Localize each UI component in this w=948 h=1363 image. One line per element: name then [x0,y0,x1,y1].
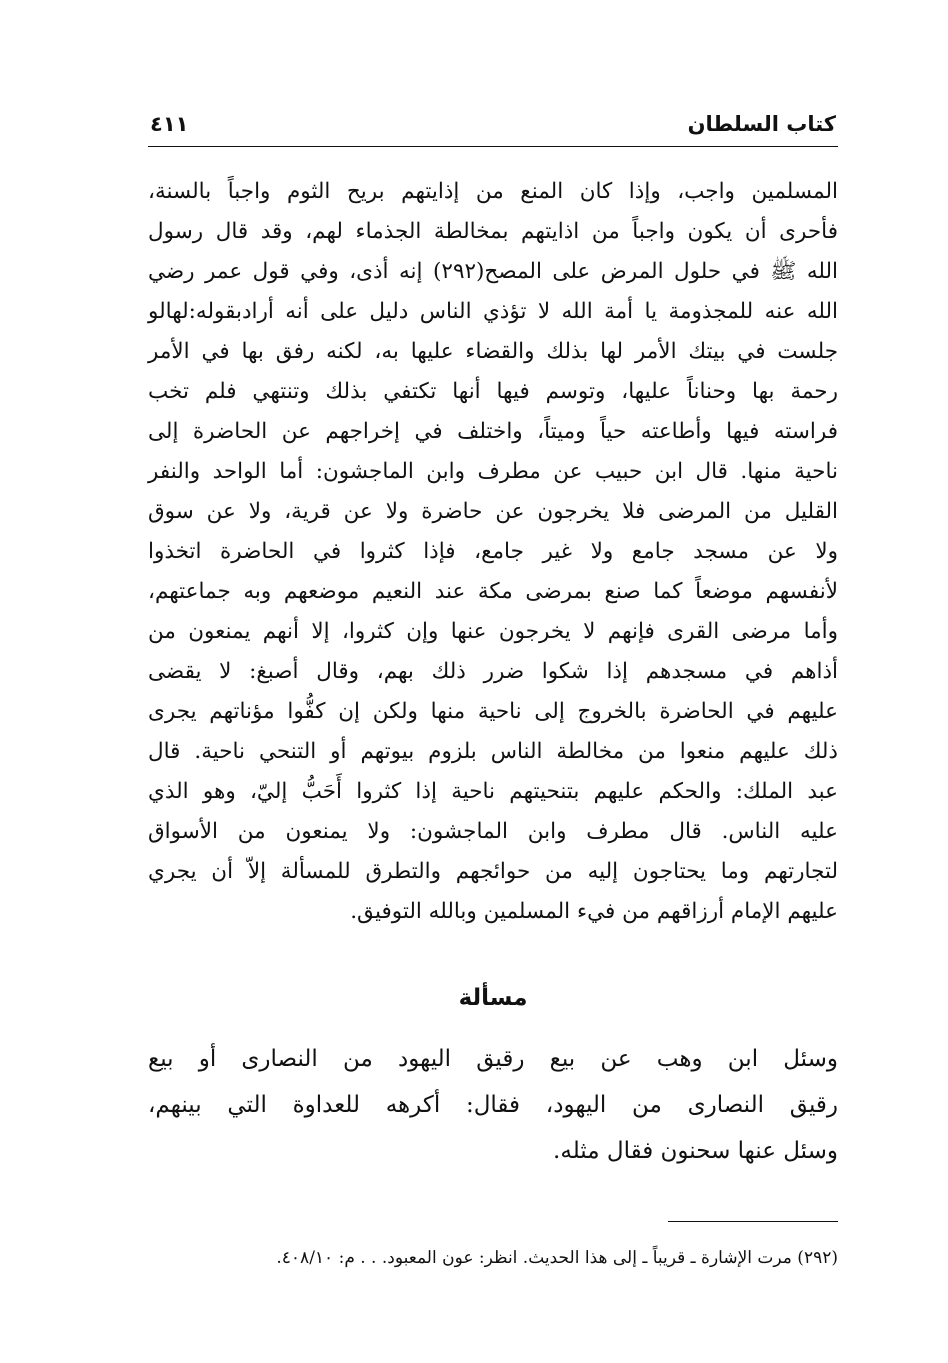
section-heading: مسألة [458,985,528,1011]
body-line: عليه الناس. قال مطرف وابن الماجشون: ولا يمنعون من الأسواق [148,819,838,844]
section-line: رقيق النصارى من اليهود، فقال: أكرهه للعداوة التي بينهم، [148,1092,838,1118]
body-line: لأنفسهم موضعاً كما صنع بمرضى مكة عند النعيم موضعهم وبه جماعتهم، [148,579,838,604]
body-line: فراسته فيها وأطاعته حياً وميتاً، واختلف في إخراجهم عن الحاضرة إلى [148,419,838,444]
header-rule [148,146,838,147]
body-line: فأحرى أن يكون واجباً من اذايتهم بمخالطة الجذماء لهم، وقد قال رسول [148,219,838,244]
section-paragraph [148,1036,838,1174]
body-line: أذاهم في مسجدهم إذا شكوا ضرر ذلك بهم، وقال أصبغ: لا يقضى [148,659,838,684]
body-line: القليل من المرضى فلا يخرجون عن حاضرة ولا عن قرية، ولا عن سوق [148,499,838,524]
body-line: عليهم في الحاضرة بالخروج إلى ناحية منها ولكن إن كفُّوا مؤناتهم يجرى [148,699,838,724]
body-line: المسلمين واجب، وإذا كان المنع من إذايتهم بريح الثوم واجباً بالسنة، [148,179,838,204]
body-line: عبد الملك: والحكم عليهم بتنحيتهم ناحية إذا كثروا أَحَبُّ إليّ، وهو الذي [148,779,838,804]
section-line: وسئل عنها سحنون فقال مثله. [553,1138,838,1164]
running-title: كتاب السلطان [687,112,836,136]
body-paragraph [148,172,838,932]
body-line: رحمة بها وحناناً عليها، وتوسم فيها أنها تكتفي بذلك وتنتهي فلم تخب [148,379,838,404]
body-line: ناحية منها. قال ابن حبيب عن مطرف وابن الماجشون: أما الواحد والنفر [148,459,838,484]
footnote-rule [668,1221,838,1222]
page-header [150,112,836,148]
body-line: جلست في بيتك الأمر لها بذلك والقضاء عليها به، لكنه رفق بها في الأمر [148,339,838,364]
body-line: ذلك عليهم منعوا من مخالطة الناس بلزوم بيوتهم أو التنحي ناحية. قال [148,739,838,764]
body-line: الله عنه للمجذومة يا أمة الله لا تؤذي الناس دليل على أنه أرادبقوله:لهالو [148,299,838,324]
body-line: عليهم الإمام أرزاقهم من فيء المسلمين وبالله التوفيق. [350,899,838,924]
footnote: (٢٩٢) مرت الإشارة ـ قريباً ـ إلى هذا الحديث. انظر: عون المعبود. . . م: ٤٠٨/١٠. [276,1248,838,1268]
page-number: ٤١١ [150,112,189,136]
body-line: ولا عن مسجد جامع ولا غير جامع، فإذا كثروا في الحاضرة اتخذوا [148,539,838,564]
body-line: وأما مرضى القرى فإنهم لا يخرجون عنها وإن كثروا، إلا أنهم يمنعون من [148,619,838,644]
body-line: لتجارتهم وما يحتاجون إليه من حوائجهم والتطرق للمسألة إلاّ أن يجري [148,859,838,884]
section-line: وسئل ابن وهب عن بيع رقيق اليهود من النصارى أو بيع [148,1046,838,1072]
body-line: الله ﷺ في حلول المرض على المصح(٢٩٢) إنه أذى، وفي قول عمر رضي [148,259,838,284]
